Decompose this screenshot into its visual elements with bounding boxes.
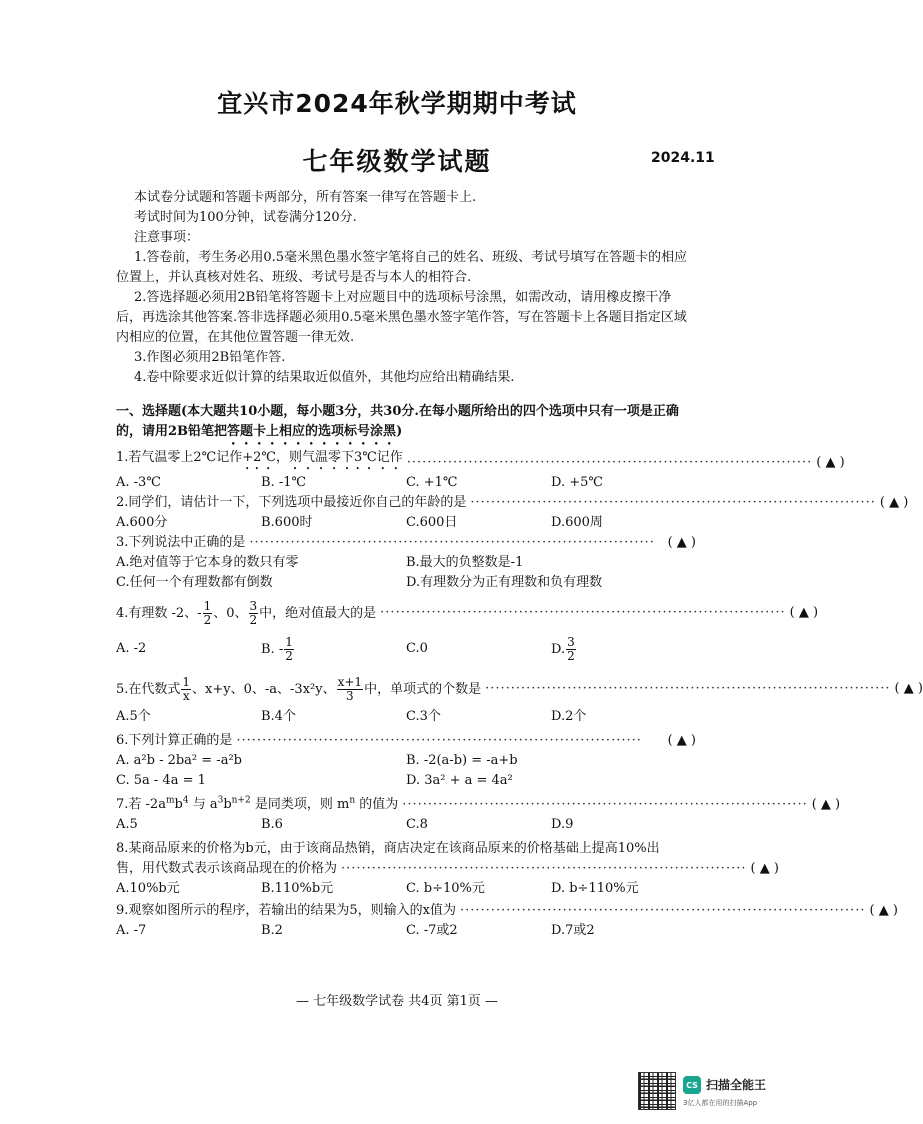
- question-8-options: [116, 879, 696, 899]
- answer-blank: ( ▲ ): [667, 733, 696, 748]
- question-5-options: [116, 707, 696, 727]
- option-d: D.9: [551, 817, 574, 832]
- question-3-options-row-2: [116, 573, 696, 593]
- answer-blank: ( ▲ ): [894, 681, 923, 696]
- intro-line-1: 本试卷分试题和答题卡两部分，所有答案一律写在答题卡上.: [134, 190, 477, 205]
- question-6-text: 6.下列计算正确的是: [116, 733, 233, 748]
- question-1: [116, 448, 845, 473]
- notes-heading: 注意事项：: [134, 230, 200, 245]
- option-c: C.0: [406, 641, 428, 656]
- option-b: B. -1℃: [261, 475, 307, 490]
- leader-dots: ···············································································: [341, 861, 747, 876]
- option-c: C. b÷10%元: [406, 881, 485, 896]
- option-c: C.3个: [406, 709, 441, 724]
- intro-line-2: 考试时间为100分钟，试卷满分120分.: [134, 210, 357, 225]
- question-8-line-1: 8.某商品原来的价格为b元，由于该商品热销，商店决定在该商品原来的价格基础上提高10%出: [116, 841, 660, 856]
- question-3-text: 3.下列说法中正确的是: [116, 535, 246, 550]
- option-a: A. -7: [116, 923, 147, 938]
- exam-subtitle: 七年级数学试题: [302, 147, 492, 176]
- question-6-options-row-2: [116, 771, 696, 791]
- option-c: C. +1℃: [406, 475, 458, 490]
- question-3-options-row-1: [116, 553, 696, 573]
- exam-content: [116, 188, 923, 941]
- answer-blank: ( ▲ ): [667, 535, 696, 550]
- fraction: $\frac{1}{x}$: [182, 674, 191, 703]
- question-5: [116, 671, 923, 707]
- option-c: C. -7或2: [406, 923, 458, 938]
- question-1-text: 1.若气温零上2℃记作+2℃，则气温零下3℃记作: [116, 450, 403, 465]
- scanner-app-name: 扫描全能王: [706, 1078, 767, 1092]
- answer-blank: ( ▲ ): [750, 861, 779, 876]
- answer-blank: ( ▲ ): [879, 495, 909, 510]
- question-2-options: [116, 513, 696, 533]
- option-a: A.600分: [116, 515, 168, 530]
- option-d: D.600周: [551, 515, 603, 530]
- question-7-options: [116, 815, 696, 835]
- fraction: $\frac{x+1}{3}$: [337, 674, 363, 703]
- answer-blank: ( ▲ ): [869, 903, 898, 918]
- option-b: B.6: [261, 817, 283, 832]
- exam-title: 宜兴市2024年秋学期期中考试: [217, 89, 577, 118]
- note-2: 2.答选择题必须用2B铅笔将答题卡上对应题目中的选项标号涂黑，如需改动，请用橡皮擦干净后，再选涂其他答案.答非选择题必须用0.5毫米黑色墨水签字笔作答，写在答题卡上各题目指定区域内相应的位置，在其他位置答题一律无效.: [116, 290, 687, 345]
- question-1-options: [116, 473, 696, 493]
- option-d: D. b÷110%元: [551, 881, 639, 896]
- qr-code-icon: [638, 1072, 676, 1110]
- question-8: [116, 859, 779, 879]
- page-footer: — 七年级数学试卷 共4页 第1页 —: [295, 994, 499, 1009]
- option-b: B. -2(a-b) = -a+b: [406, 753, 518, 768]
- leader-dots: ···············································································: [402, 797, 808, 812]
- option-d: D.有理数分为正有理数和负有理数: [406, 575, 603, 590]
- option-d: D. 3a² + a = 4a²: [406, 773, 513, 788]
- option-d: D. +5℃: [551, 475, 603, 490]
- fraction: $\frac{3}{2}$: [249, 598, 258, 627]
- leader-dots: ···············································································: [406, 455, 813, 470]
- option-b: B.600时: [261, 515, 313, 530]
- leader-dots: ···············································································: [460, 903, 866, 918]
- option-b: B.4个: [261, 709, 296, 724]
- camscanner-logo-icon: CS: [683, 1076, 701, 1094]
- option-b: B.最大的负整数是-1: [406, 555, 524, 570]
- section-heading: 一、选择题(本大题共10小题，每小题3分，共30分.在每小题所给出的四个选项中只有一项是正确的，请用2B铅笔把答题卡上相应的选项标号涂黑): [116, 404, 679, 439]
- option-c: C.600日: [406, 515, 458, 530]
- question-5-text: 5.在代数式 $\frac{1}{x}$ 、x+y、0、-a、-3x²y、 $\frac{x+1}{3}$ 中，单项式的个数是: [116, 674, 482, 703]
- answer-blank: ( ▲ ): [816, 455, 845, 470]
- option-d: D. $\frac{3}{2}$: [551, 634, 575, 663]
- exam-date: 2024.11: [651, 150, 715, 166]
- option-a: A. a²b - 2ba² = -a²b: [116, 753, 242, 768]
- question-3: [116, 533, 696, 553]
- question-9-options: [116, 921, 696, 941]
- question-4: [116, 595, 819, 631]
- answer-blank: ( ▲ ): [789, 605, 819, 620]
- question-4-text: 4.有理数 -2、- $\frac{1}{2}$ 、0、 $\frac{3}{2}$ 中，绝对值最大的是: [116, 598, 377, 627]
- leader-dots: ···············································································: [470, 495, 876, 510]
- question-9: [116, 901, 898, 921]
- answer-blank: ( ▲ ): [811, 797, 841, 812]
- option-a: A.5: [116, 817, 138, 832]
- fraction: $\frac{1}{2}$: [203, 598, 212, 627]
- scanner-tagline: 3亿人都在用的扫描App: [683, 1099, 758, 1107]
- option-b: B.2: [261, 923, 283, 938]
- option-a: A. -2: [116, 641, 147, 656]
- leader-dots: ···············································································: [380, 605, 786, 620]
- option-a: A.5个: [116, 709, 151, 724]
- option-c: C. 5a - 4a = 1: [116, 773, 206, 788]
- note-3: 3.作图必须用2B铅笔作答.: [134, 350, 286, 365]
- leader-dots: ···············································································: [249, 535, 655, 550]
- leader-dots: ···············································································: [236, 733, 642, 748]
- question-2-text: 2.同学们，请估计一下，下列选项中最接近你自己的年龄的是: [116, 495, 467, 510]
- option-c: C.任何一个有理数都有倒数: [116, 575, 273, 590]
- question-7-text: 7.若 $-2a^mb^4$ 与 $a^3b^{n+2}$ 是同类项，则 $m^n$ 的值为: [116, 795, 399, 812]
- question-9-text: 9.观察如图所示的程序，若输出的结果为5，则输入的x值为: [116, 903, 457, 918]
- note-1: 1.答卷前，考生务必用0.5毫米黑色墨水签字笔将自己的姓名、班级、考试号填写在答题卡的相应位置上，并认真核对姓名、班级、考试号是否与本人的相符合.: [116, 250, 688, 285]
- option-b: B.110%b元: [261, 881, 334, 896]
- question-2: [116, 493, 909, 513]
- question-7: [116, 795, 841, 815]
- option-d: D.7或2: [551, 923, 595, 938]
- option-b: B. - $\frac{1}{2}$: [261, 634, 293, 663]
- option-a: A. -3℃: [116, 475, 161, 490]
- question-6-options-row-1: [116, 751, 696, 771]
- option-c: C.8: [406, 817, 428, 832]
- option-a: A.绝对值等于它本身的数只有零: [116, 555, 299, 570]
- leader-dots: ···············································································: [485, 681, 891, 696]
- note-4: 4.卷中除要求近似计算的结果取近似值外，其他均应给出精确结果.: [134, 370, 515, 385]
- option-d: D.2个: [551, 709, 587, 724]
- question-8-text: 售，用代数式表示该商品现在的价格为: [116, 861, 338, 876]
- question-6: [116, 731, 696, 751]
- question-4-options: [116, 631, 696, 667]
- option-a: A.10%b元: [116, 881, 180, 896]
